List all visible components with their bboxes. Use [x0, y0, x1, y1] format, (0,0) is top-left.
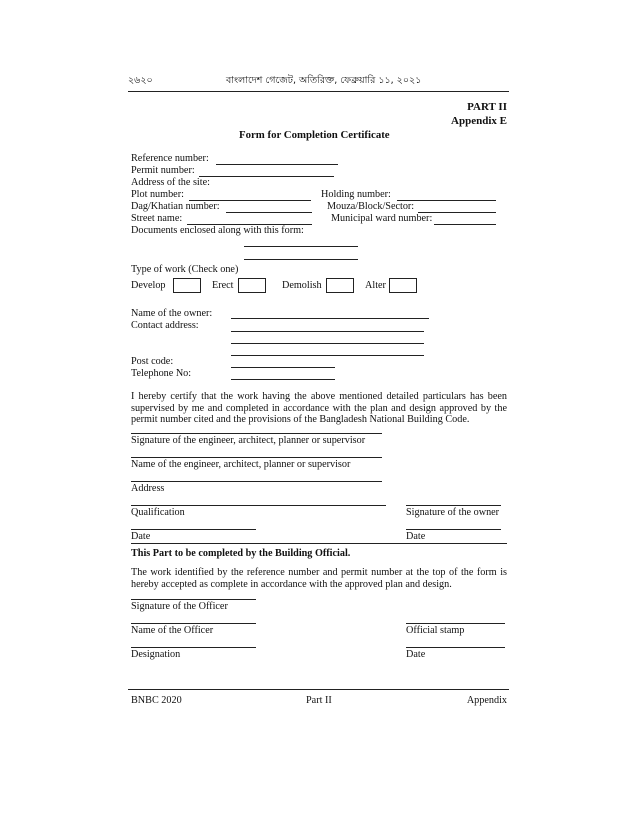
- footer-center: Part II: [306, 695, 332, 706]
- plot-number-label: Plot number:: [131, 189, 184, 200]
- part-label: PART II: [467, 101, 507, 113]
- documents-field-1[interactable]: [244, 246, 358, 247]
- designation-line[interactable]: [131, 647, 256, 648]
- officer-signature-label: Signature of the Officer: [131, 601, 228, 612]
- gazette-header: বাংলাদেশ গেজেট, অতিরিক্ত, ফেব্রুয়ারি ১১, ২০২১: [226, 75, 422, 86]
- owner-name-field[interactable]: [231, 318, 429, 319]
- post-code-field[interactable]: [231, 367, 335, 368]
- official-date-line[interactable]: [406, 647, 505, 648]
- official-text: The work identified by the reference number and permit number at the top of the form is hereby accepted as complete in accordance with the approved plan and design.: [131, 567, 507, 590]
- engineer-address-label: Address: [131, 483, 165, 494]
- option-erect-label: Erect: [212, 280, 234, 291]
- post-code-label: Post code:: [131, 356, 174, 367]
- documents-enclosed-label: Documents enclosed along with this form:: [131, 225, 304, 236]
- qualification-label: Qualification: [131, 507, 185, 518]
- telephone-label: Telephone No:: [131, 368, 192, 379]
- option-alter-label: Alter: [365, 280, 386, 291]
- contact-address-field-3[interactable]: [231, 355, 424, 356]
- qualification-line[interactable]: [131, 505, 386, 506]
- footer-rule: [128, 689, 509, 690]
- date-left-line[interactable]: [131, 529, 256, 530]
- contact-address-label: Contact address:: [131, 320, 199, 331]
- documents-field-2[interactable]: [244, 259, 358, 260]
- footer-left: BNBC 2020: [131, 695, 182, 706]
- engineer-signature-label: Signature of the engineer, architect, planner or supervisor: [131, 435, 366, 446]
- date-right-label: Date: [406, 531, 426, 542]
- date-left-label: Date: [131, 531, 151, 542]
- dag-khatian-field[interactable]: [226, 212, 312, 213]
- municipal-ward-label: Municipal ward number:: [331, 213, 433, 224]
- checkbox-demolish[interactable]: [326, 278, 354, 293]
- page-number: ২৬২০: [128, 75, 153, 86]
- option-develop-label: Develop: [131, 280, 166, 291]
- section-divider: [131, 543, 507, 544]
- contact-address-field-1[interactable]: [231, 331, 424, 332]
- engineer-signature-line[interactable]: [131, 433, 382, 434]
- appendix-label: Appendix E: [451, 115, 507, 127]
- address-site-label: Address of the site:: [131, 177, 210, 188]
- reference-number-field[interactable]: [216, 164, 338, 165]
- holding-number-label: Holding number:: [321, 189, 391, 200]
- officer-signature-line[interactable]: [131, 599, 256, 600]
- dag-khatian-label: Dag/Khatian number:: [131, 201, 220, 212]
- owner-signature-label: Signature of the owner: [406, 507, 500, 518]
- owner-signature-line[interactable]: [406, 505, 501, 506]
- municipal-ward-field[interactable]: [434, 224, 496, 225]
- date-right-line[interactable]: [406, 529, 501, 530]
- engineer-name-label: Name of the engineer, architect, planner or supervisor: [131, 459, 351, 470]
- checkbox-alter[interactable]: [389, 278, 417, 293]
- official-date-label: Date: [406, 649, 426, 660]
- certification-text: I hereby certify that the work having the above mentioned detailed particulars has been supervised by me and completed in accordance with the plan and design approved by the permit number cited and the provisions of the Bangladesh National Building Code.: [131, 391, 507, 426]
- street-name-label: Street name:: [131, 213, 183, 224]
- officer-name-line[interactable]: [131, 623, 256, 624]
- option-demolish-label: Demolish: [282, 280, 322, 291]
- officer-name-label: Name of the Officer: [131, 625, 214, 636]
- mouza-block-label: Mouza/Block/Sector:: [327, 201, 415, 212]
- checkbox-erect[interactable]: [238, 278, 266, 293]
- permit-number-label: Permit number:: [131, 165, 195, 176]
- official-stamp-line[interactable]: [406, 623, 505, 624]
- reference-number-label: Reference number:: [131, 153, 209, 164]
- work-type-label: Type of work (Check one): [131, 264, 239, 275]
- checkbox-develop[interactable]: [173, 278, 201, 293]
- official-stamp-label: Official stamp: [406, 625, 465, 636]
- owner-name-label: Name of the owner:: [131, 308, 213, 319]
- official-heading: This Part to be completed by the Building Official.: [131, 548, 351, 559]
- telephone-field[interactable]: [231, 379, 335, 380]
- header-rule: [128, 91, 509, 92]
- contact-address-field-2[interactable]: [231, 343, 424, 344]
- designation-label: Designation: [131, 649, 181, 660]
- footer-right: Appendix: [466, 695, 507, 706]
- form-title: Form for Completion Certificate: [239, 129, 390, 141]
- engineer-address-line[interactable]: [131, 481, 382, 482]
- permit-number-field[interactable]: [199, 176, 334, 177]
- engineer-name-line[interactable]: [131, 457, 382, 458]
